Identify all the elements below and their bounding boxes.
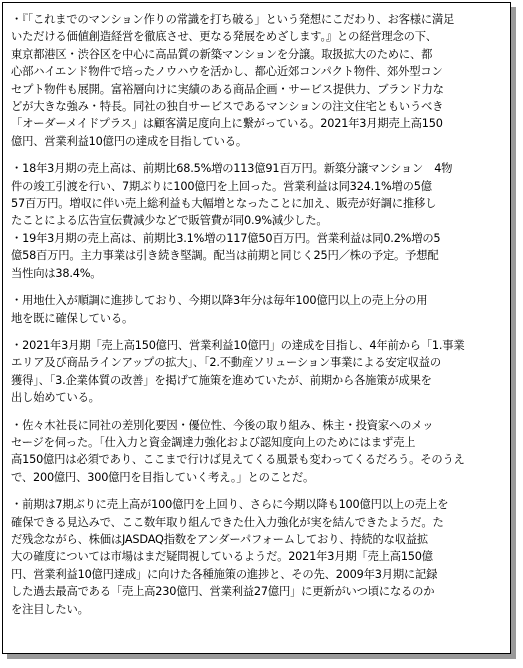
text-line: ・前期は7期ぶりに売上高が100億円を上回り、さらに今期以降も100億円以上の売上を	[11, 498, 449, 512]
text-line: だ残念ながら、株価はJASDAQ指数をアンダーパフォームしており、持続的な収益拡	[11, 532, 429, 546]
text-line: を注目したい。	[11, 602, 89, 616]
text-line: ・18年3月期の売上高は、前期比68.5%増の113億91百万円。新築分譲マンション 4物	[11, 162, 453, 176]
text-line: セージを伺った。「仕入力と資金調達力強化および認知度向上のためにはまず売上	[11, 435, 416, 449]
paragraph-outlook	[11, 496, 504, 618]
text-line: 東京都港区・渋谷区を中心に高品質の新築マンションを分譲。取扱拡大のために、都	[11, 47, 433, 61]
text-line: 億円、営業利益10億円の達成を目指している。	[11, 134, 247, 148]
summary-box	[2, 2, 511, 654]
text-line: 心部ハイエンド物件で培ったノウハウを活かし、都心近郊コンパクト物件、郊外型コン	[11, 65, 443, 79]
text-line: どが大きな強み・特長。同社の独自サービスであるマンションの注文住宅ともいうべき	[11, 100, 444, 114]
text-line: たことによる広告宣伝費減少などで販管費が同0.9%減少した。	[11, 214, 328, 228]
text-line: 件の竣工引渡を行い、7期ぶりに100億円を上回った。営業利益は同324.1%増の5億	[11, 179, 432, 193]
text-line: 「オーダーメイドプラス」は顧客満足度向上に繋がっている。2021年3月期売上高150	[11, 117, 443, 131]
text-line: 出し始めている。	[11, 391, 100, 405]
text-line: ・19年3月期の売上高は、前期比3.1%増の117億50百万円。営業利益は同0.2%増の5	[11, 231, 441, 245]
text-line: 57百万円。増収に伴い売上総利益も大幅増となったことに加え、販売が好調に推移し	[11, 197, 437, 211]
text-line: 大の確度については市場はまだ疑問視しているようだ。2021年3月期「売上高150億	[11, 550, 433, 564]
text-line: で、200億円、300億円を目指していく考え。」とのことだ。	[11, 470, 315, 484]
paragraph-targets	[11, 337, 504, 407]
text-line: 当性向は38.4%。	[11, 266, 102, 280]
text-line: ・用地仕入が順調に進捗しており、今期以降3年分は毎年100億円以上の売上分の用	[11, 294, 428, 308]
text-line: 億58百万円。主力事業は引き続き堅調。配当は前期と同じく25円／株の予定。予想配	[11, 249, 439, 263]
paragraph-results	[11, 160, 504, 282]
text-line: 確保できる見込みで、ここ数年取り組んできた仕入力強化が実を結んできたようだ。た	[11, 515, 444, 529]
text-line: した過去最高である「売上高230億円、営業利益27億円」に更新がいつ頃になるのか	[11, 585, 435, 599]
paragraph-president	[11, 417, 504, 487]
text-line: いただける価値創造経営を徹底させ、更なる発展をめざします。』との経営理念の下、	[11, 30, 437, 44]
text-line: エリア及び商品ラインアップの拡大」、「2.不動産ソリューション事業による安定収益の	[11, 356, 441, 370]
text-line: セプト物件も展開。富裕層向けに実績のある商品企画・サービス提供力、ブランド力な	[11, 82, 444, 96]
text-line: 高150億円は必須であり、ここまで行けば見えてくる風景も変わってくるだろう。そのうえ	[11, 453, 465, 467]
text-line: 円、営業利益10億円達成」に向けた各種施策の進捗と、その先、2009年3月期に記録	[11, 567, 438, 581]
text-line: 獲得」、「3.企業体質の改善」を掲げて施策を進めていたが、前期から各施策が成果を	[11, 373, 432, 387]
text-line: 地を既に確保している。	[11, 311, 134, 325]
text-line: ・佐々木社長に同社の差別化要因・優位性、今後の取り組み、株主・投資家へのメッ	[11, 418, 434, 432]
text-line: ・『「これまでのマンション作りの常識を打ち破る」という発想にこだわり、お客様に満足	[11, 13, 455, 26]
paragraph-philosophy	[11, 11, 504, 150]
paragraph-land	[11, 292, 504, 327]
text-line: ・2021年3月期「売上高150億円、営業利益10億円」の達成を目指し、4年前から「1.事業	[11, 338, 465, 352]
